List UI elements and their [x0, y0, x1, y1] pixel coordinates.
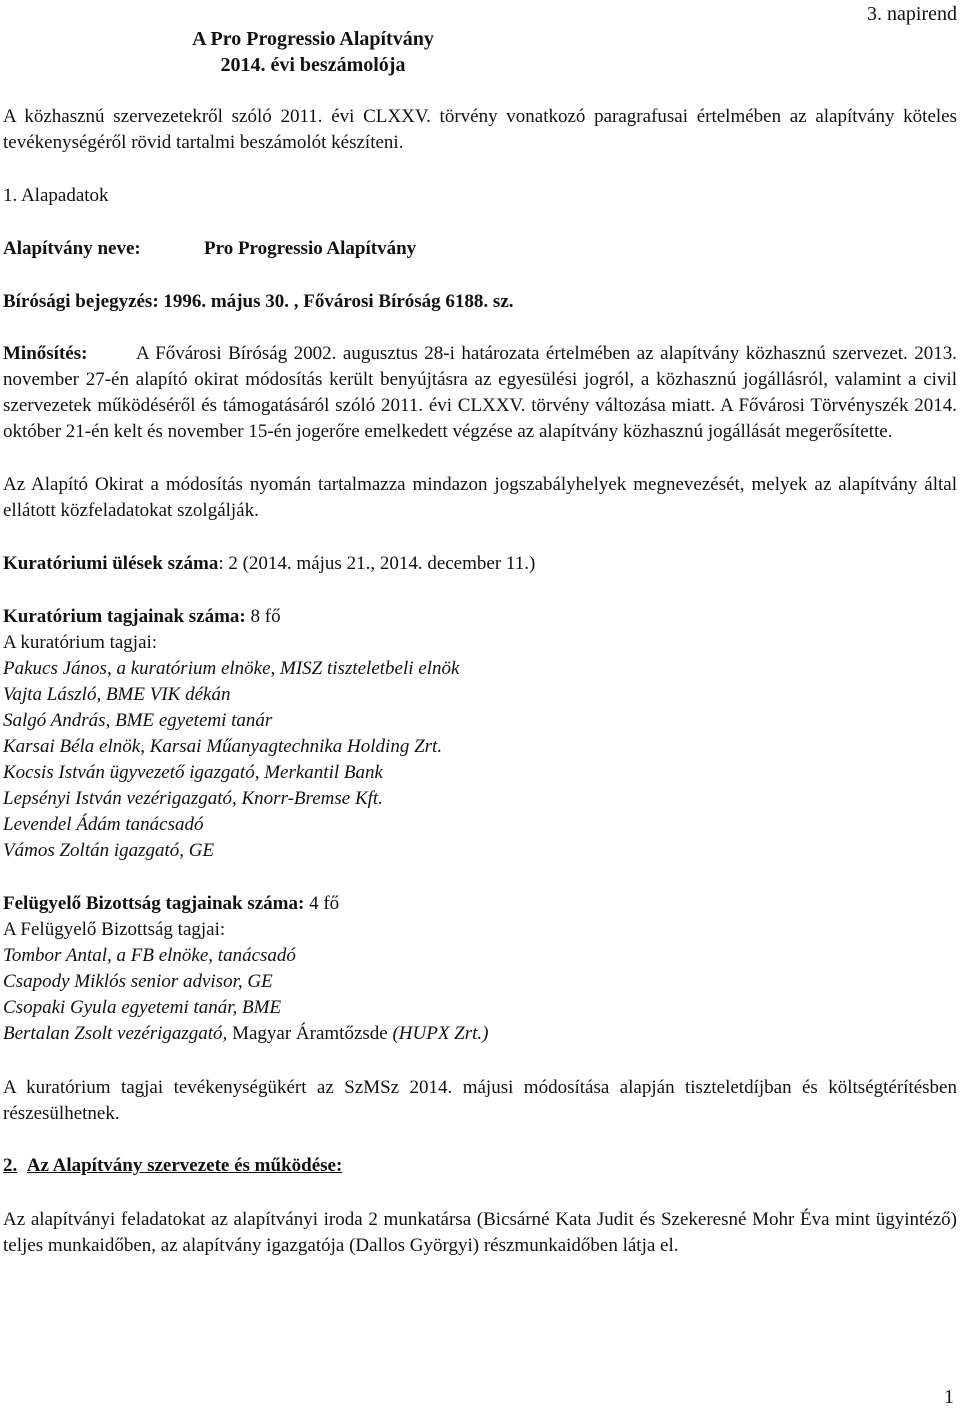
court-registry-row — [3, 289, 514, 315]
section-2-body: Az alapítványi feladatokat az alapítványi iroda 2 munkatársa (Bicsárné Kata Judit és Szekeresné Mohr Éva mint ügyintéző) teljes munkaidőben, az alapítvány igazgatója (Dallos Györgyi) részmunkaidőben látja el. — [3, 1209, 957, 1256]
foundation-name-row — [3, 236, 416, 262]
supervisory-member: Bertalan Zsolt vezérigazgató, Magyar Áramtőzsde (HUPX Zrt.) — [3, 1023, 489, 1044]
court-registry-value: 1996. május 30. , Fővárosi Bíróság 6188. sz. — [163, 291, 514, 312]
supervisory-member: Csopaki Gyula egyetemi tanár, BME — [3, 997, 282, 1018]
intro-paragraph: A közhasznú szervezetekről szóló 2011. évi CLXXV. törvény vonatkozó paragrafusai értelmében az alapítvány köteles tevékenységéről rövid tartalmi beszámolót készíteni. — [3, 106, 957, 153]
board-meetings-row — [3, 551, 535, 577]
board-count-row — [3, 604, 281, 630]
board-member: Pakucs János, a kuratórium elnöke, MISZ tiszteletbeli elnök — [3, 658, 460, 679]
section-2-title: Az Alapítvány szervezete és működése: — [26, 1155, 343, 1176]
page-number: 1 — [944, 1386, 954, 1408]
board-member: Vajta László, BME VIK dékán — [3, 684, 231, 705]
title-line-2: 2014. évi beszámolója — [220, 54, 406, 76]
supervisory-members-list — [3, 943, 489, 1047]
supervisory-member: Csapody Miklós senior advisor, GE — [3, 971, 273, 992]
qualification-label: Minősítés: — [3, 343, 88, 364]
document-title — [3, 26, 623, 78]
supervisory-member: Tombor Antal, a FB elnöke, tanácsadó — [3, 945, 296, 966]
supervisory-members-label: A Felügyelő Bizottság tagjai: — [3, 919, 226, 940]
board-member: Lepsényi István vezérigazgató, Knorr-Bremse Kft. — [3, 788, 383, 809]
document-page — [3, 0, 957, 1409]
foundation-name-label: Alapítvány neve: — [3, 238, 141, 259]
board-members-list — [3, 656, 459, 864]
board-member: Levendel Ádám tanácsadó — [3, 814, 204, 835]
board-member: Karsai Béla elnök, Karsai Műanyagtechnika Holding Zrt. — [3, 736, 443, 757]
supervisory-count-row — [3, 891, 339, 917]
compensation-paragraph: A kuratórium tagjai tevékenységükért az SzMSz 2014. májusi módosítása alapján tiszteletdíjban és költségtérítésben részesülhetnek. — [3, 1077, 957, 1124]
supervisory-count-value: 4 fő — [304, 893, 340, 914]
board-member: Vámos Zoltán igazgató, GE — [3, 840, 215, 861]
board-meetings-value: : 2 (2014. május 21., 2014. december 11.) — [218, 553, 536, 574]
agenda-label: 3. napirend — [867, 3, 957, 25]
court-registry-label: Bírósági bejegyzés: — [3, 291, 159, 312]
board-members-label: A kuratórium tagjai: — [3, 632, 158, 653]
deed-paragraph: Az Alapító Okirat a módosítás nyomán tartalmazza mindazon jogszabályhelyek megnevezését, melyek az alapítvány által ellátott közfeladatokat szolgálják. — [3, 474, 957, 521]
title-line-1: A Pro Progressio Alapítvány — [192, 28, 434, 50]
foundation-name-value: Pro Progressio Alapítvány — [204, 238, 417, 259]
board-count-label: Kuratórium tagjainak száma: — [3, 606, 246, 627]
supervisory-count-label: Felügyelő Bizottság tagjainak száma: — [3, 893, 305, 914]
qualification-paragraph — [3, 341, 957, 445]
section-1-heading: 1. Alapadatok — [3, 185, 109, 206]
board-count-value: 8 fő — [245, 606, 281, 627]
board-meetings-label: Kuratóriumi ülések száma — [3, 553, 219, 574]
qualification-text: A Fővárosi Bíróság 2002. augusztus 28-i határozata értelmében az alapítvány közhasznú szervezet. 2013. november 27-én alapító okirat módosítás került benyújtásra az egyesülési jogról, a közhasznú jogállásról, valamint a civil szervezetek működéséről és támogatásáról szóló 2011. évi CLXXV. törvény változása miatt. A Fővárosi Törvényszék 2014. október 21-én kelt és november 15-én jogerőre emelkedett végzése az alapítvány közhasznú jogállását megerősítette. — [3, 343, 957, 442]
board-member: Salgó András, BME egyetemi tanár — [3, 710, 273, 731]
board-member: Kocsis István ügyvezető igazgató, Merkantil Bank — [3, 762, 383, 783]
section-2-heading — [3, 1153, 342, 1179]
section-2-number: 2. — [3, 1155, 18, 1176]
